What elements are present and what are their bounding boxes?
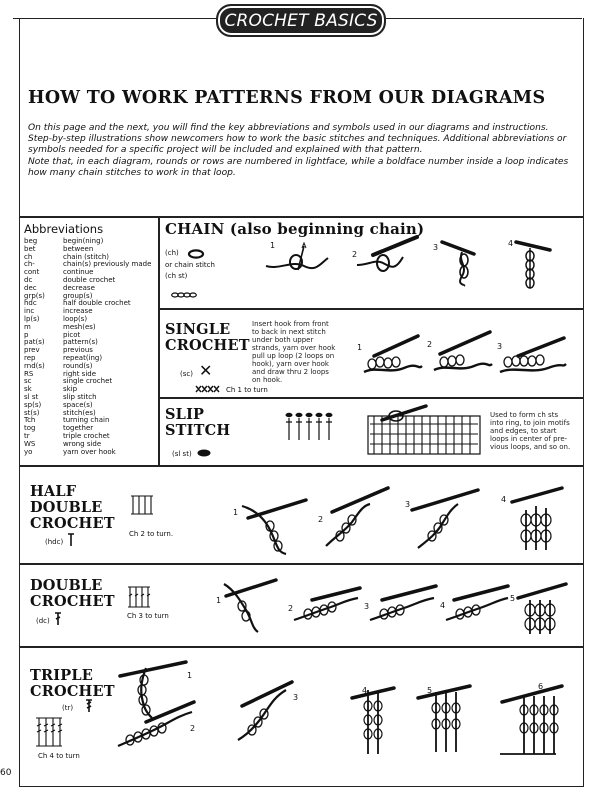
slip-title-2: STITCH (165, 422, 231, 439)
abbreviation-meaning: continue (63, 268, 94, 277)
abbreviation-key: cont (24, 268, 40, 277)
hdc-chart-icon (129, 494, 155, 516)
abbreviation-meaning: increase (63, 307, 93, 316)
tr-step-4: 4 (362, 686, 368, 695)
abbreviation-key: yo (24, 447, 33, 456)
rule-hdc-bottom (19, 563, 583, 565)
abbreviation-key: m (24, 322, 31, 331)
hdc-title-2: DOUBLE (30, 499, 103, 516)
abbreviation-meaning: begin(ning) (63, 237, 104, 245)
abbreviation-meaning: chain (stitch) (63, 252, 110, 261)
single-description-line: strands, yarn over hook (252, 344, 336, 352)
single-description (252, 320, 335, 384)
intro-line-3: symbols needed for a specific project will be included and explained with that pattern. (28, 145, 423, 156)
intro-line-4: Note that, in each diagram, rounds or rows are numbered in lightface, while a boldface number inside a loop indicates (28, 156, 569, 167)
hdc-title-3: CROCHET (30, 515, 115, 532)
chain-step-2-illustration (355, 235, 420, 280)
chain-symbol-label: (ch) (165, 249, 179, 257)
abbreviation-key: RS (24, 369, 34, 378)
intro-line-1: On this page and the next, you will find the key abbreviations and symbols used in our diagrams and instructions. (28, 123, 549, 133)
chain-step-1-illustration (262, 240, 332, 280)
dc-step-3-illustration (368, 586, 438, 626)
single-description-line: pull up loop (2 loops on (252, 352, 335, 360)
single-step-3-illustration (498, 334, 568, 378)
abbreviation-meaning: picot (63, 330, 81, 339)
dc-turn-note: Ch 3 to turn (127, 612, 169, 620)
hdc-title-1: HALF (30, 483, 77, 500)
abbreviation-row (24, 308, 151, 316)
slip-description-line: into ring, to join motifs (490, 419, 570, 427)
dc-step-5: 5 (510, 594, 516, 603)
tr-step-5-illustration (414, 682, 474, 756)
dc-step-4-illustration (444, 586, 510, 626)
abbreviation-meaning: pattern(s) (63, 338, 98, 347)
abbreviation-key: inc (24, 307, 35, 316)
abbreviation-row (24, 378, 151, 386)
abbreviation-key: tr (24, 431, 30, 440)
dc-title-1: DOUBLE (30, 577, 103, 594)
abbreviation-key: rnd(s) (24, 361, 45, 370)
single-description-line: to back in next stitch (252, 328, 326, 336)
abbreviation-meaning: repeat(ing) (63, 353, 103, 362)
page-number: 60 (0, 768, 12, 778)
chain-step-1: 1 (270, 241, 276, 250)
slip-description-line: vious loops, and so on. (490, 443, 571, 451)
intro-line-2: Step-by-step illustrations show newcomers how to work the basic stitches and techniques. Additional abbreviations or (28, 134, 567, 145)
abbreviation-key: sk (24, 385, 32, 394)
tr-step-6-illustration (496, 680, 566, 760)
abbreviation-key: bet (24, 244, 36, 253)
abbreviation-meaning: round(s) (63, 361, 93, 370)
single-step-1: 1 (357, 343, 363, 352)
single-description-line: on hook. (252, 376, 283, 384)
hdc-step-3: 3 (405, 500, 411, 509)
single-description-line: under both upper (252, 336, 314, 344)
tr-step-5: 5 (427, 686, 433, 695)
abbreviation-key: beg (24, 237, 38, 245)
single-title-2: CROCHET (165, 337, 250, 354)
abbreviation-meaning: yarn over hook (63, 447, 116, 456)
dc-step-4: 4 (440, 601, 446, 610)
abbreviation-meaning: right side (63, 369, 97, 378)
single-x-icon: ✕ (199, 361, 213, 380)
hdc-t-icon (67, 533, 75, 547)
abbreviation-meaning: decrease (63, 283, 95, 292)
hdc-step-3-illustration (408, 486, 482, 552)
abbreviation-meaning: loop(s) (63, 314, 88, 323)
hdc-step-2-illustration (322, 486, 392, 552)
abbreviation-key: ch- (24, 260, 35, 269)
slip-description-line: Used to form ch sts (490, 411, 559, 419)
abbreviation-key: st(s) (24, 408, 40, 417)
rule-slip-bottom (19, 465, 583, 467)
single-step-3: 3 (497, 342, 503, 351)
tr-symbol-label: (tr) (62, 704, 74, 712)
rule-abbr-divider (158, 216, 160, 465)
chain-oval-icon (186, 249, 206, 259)
intro-line-5: how many chain stitches to work in that loop. (28, 167, 236, 178)
abbreviation-meaning: double crochet (63, 275, 116, 284)
tr-step-3-illustration (232, 678, 299, 744)
tr-title-2: CROCHET (30, 683, 115, 700)
abbreviation-meaning: between (63, 244, 94, 253)
dc-step-2: 2 (288, 604, 294, 613)
abbreviation-key: dc (24, 275, 33, 284)
abbreviation-meaning: wrong side (63, 439, 102, 448)
slip-description (490, 411, 570, 451)
dc-t-icon (54, 612, 62, 626)
tr-step-4-illustration (348, 684, 398, 758)
abbreviation-key: tog (24, 424, 36, 433)
hdc-step-2: 2 (318, 515, 324, 524)
abbreviation-meaning: triple crochet (63, 431, 110, 440)
hdc-turn-note: Ch 2 to turn. (129, 530, 174, 538)
tr-t-icon (85, 699, 93, 713)
abbreviation-key: sl st (24, 392, 39, 401)
chain-title: CHAIN (also beginning chain) (165, 220, 425, 238)
chain-step-2: 2 (352, 250, 358, 259)
single-description-line: hook), yarn over hook (252, 360, 329, 368)
dc-title-2: CROCHET (30, 593, 115, 610)
dc-step-5-illustration (514, 582, 570, 638)
abbreviation-key: pat(s) (24, 338, 45, 347)
abbreviation-key: rep (24, 353, 36, 362)
hdc-step-1-illustration (236, 496, 312, 558)
rule-single-bottom (158, 397, 583, 399)
abbreviation-meaning: skip (63, 385, 78, 394)
abbreviation-key: sc (24, 377, 32, 386)
banner-text: CROCHET BASICS (224, 10, 378, 31)
single-step-1-illustration (360, 330, 426, 380)
abbreviation-meaning: space(s) (63, 400, 93, 409)
abbreviation-meaning: group(s) (63, 291, 93, 300)
slip-title-1: SLIP (165, 406, 205, 423)
single-title-1: SINGLE (165, 321, 231, 338)
abbreviation-key: prev (24, 346, 40, 355)
tr-step-6: 6 (538, 682, 544, 691)
hdc-symbol-label: (hdc) (45, 538, 64, 546)
abbreviation-meaning: single crochet (63, 377, 113, 386)
single-step-2: 2 (427, 340, 433, 349)
rule-chain-bottom (158, 308, 583, 310)
abbreviation-key: Tch (24, 416, 36, 425)
page-title: HOW TO WORK PATTERNS FROM OUR DIAGRAMS (28, 88, 546, 108)
abbreviation-key: grp(s) (24, 291, 45, 300)
chain-stitch-label: or chain stitch (165, 261, 215, 269)
dc-step-1: 1 (216, 596, 222, 605)
hdc-step-1: 1 (233, 508, 239, 517)
intro-text (28, 123, 573, 179)
abbreviation-meaning: stitch(es) (63, 408, 96, 417)
abbreviation-row (24, 324, 151, 332)
chain-step-3: 3 (433, 243, 439, 252)
dc-step-2-illustration (292, 586, 362, 626)
single-symbol-label: (sc) (180, 370, 193, 378)
slip-description-line: loops in center of pre- (490, 435, 568, 443)
rule-dc-bottom (19, 646, 583, 648)
tr-title-1: TRIPLE (30, 667, 93, 684)
abbreviation-key: WS (24, 439, 36, 448)
abbreviations-list (24, 238, 151, 456)
abbreviation-key: dec (24, 283, 37, 292)
hdc-step-4: 4 (501, 495, 507, 504)
abbreviation-key: ch (24, 252, 33, 261)
slip-description-line: and edges, to start (490, 427, 557, 435)
tr-step-2-illustration (116, 700, 196, 750)
abbreviation-meaning: slip stitch (63, 392, 97, 401)
tr-turn-note: Ch 4 to turn (38, 752, 80, 760)
single-row-icon (195, 385, 221, 393)
chain-step-4-illustration (514, 236, 554, 292)
chain-step-4: 4 (508, 239, 514, 248)
abbreviation-meaning: half double crochet (63, 299, 131, 308)
abbreviation-key: sp(s) (24, 400, 42, 409)
dc-symbol-label: (dc) (36, 617, 50, 625)
chain-st-label: (ch st) (165, 272, 188, 280)
abbreviation-meaning: chain(s) previously made (63, 260, 152, 269)
tr-chart-icon (34, 716, 64, 748)
dc-chart-icon (126, 585, 152, 609)
rule-top (19, 216, 583, 218)
abbreviation-key: hdc (24, 299, 37, 308)
chain-row-icon (171, 291, 197, 299)
dc-step-3: 3 (364, 602, 370, 611)
single-description-line: Insert hook from front (252, 320, 329, 328)
abbreviation-key: p (24, 330, 29, 339)
slip-dot-icon (197, 449, 211, 457)
dc-step-1-illustration (220, 576, 282, 636)
slip-step-illustration (366, 406, 482, 456)
tr-step-1: 1 (187, 671, 193, 680)
abbreviation-meaning: together (63, 424, 94, 433)
abbreviations-title: Abbreviations (24, 222, 104, 236)
hdc-step-4-illustration (506, 486, 566, 556)
abbreviation-row (24, 449, 151, 457)
abbreviation-meaning: mesh(es) (63, 322, 96, 331)
slip-chart-icon (284, 412, 332, 444)
slip-symbol-label: (sl st) (172, 450, 192, 458)
tr-step-3: 3 (293, 693, 299, 702)
abbreviation-key: lp(s) (24, 314, 40, 323)
chain-step-3-illustration (440, 238, 480, 288)
abbreviation-meaning: previous (63, 346, 93, 355)
single-description-line: and draw thru 2 loops (252, 368, 329, 376)
tr-step-2: 2 (190, 724, 196, 733)
single-step-2-illustration (430, 328, 496, 378)
single-turn-note: Ch 1 to turn (226, 386, 268, 394)
abbreviation-meaning: turning chain (63, 416, 110, 425)
